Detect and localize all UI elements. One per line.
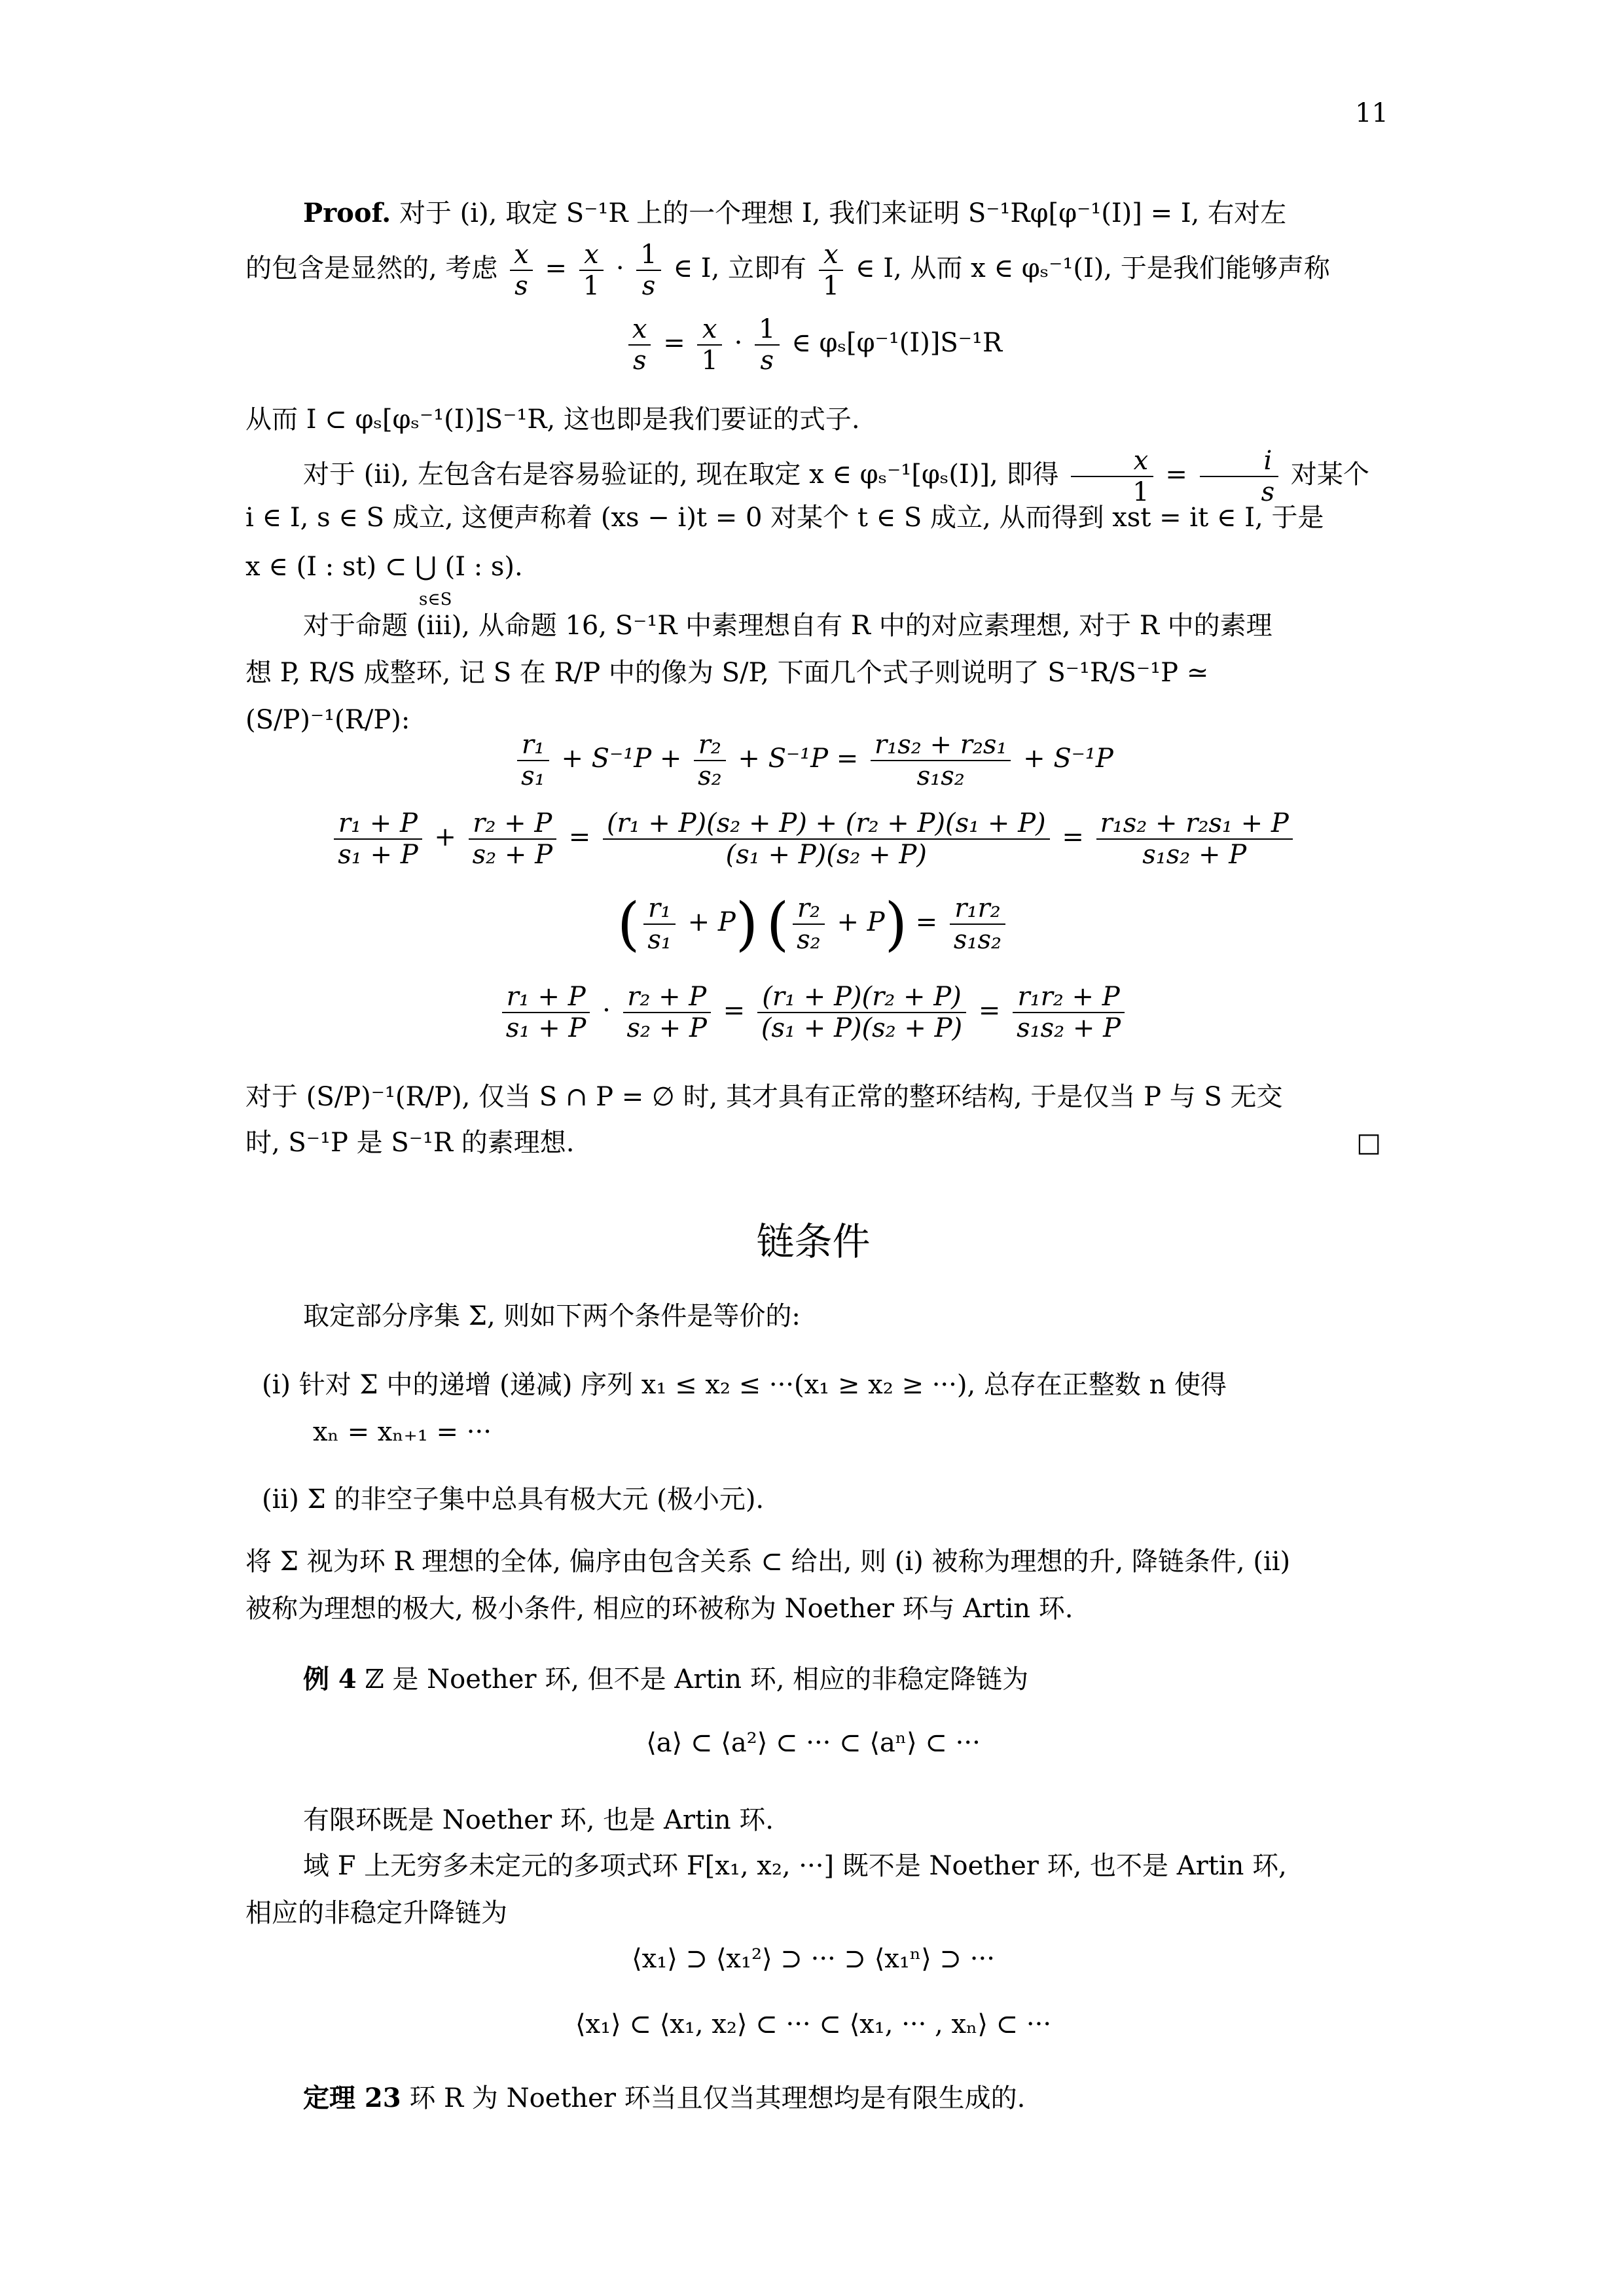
frac-i-over-s: $\frac{i}{s}$ xyxy=(1200,446,1279,507)
proof-p1-end: 从而 I ⊂ φₛ[φₛ⁻¹(I)]S⁻¹R, 这也即是我们要证的式子. xyxy=(245,404,860,435)
chain-item-1-line-1: (i) 针对 Σ 中的递增 (递减) 序列 x₁ ≤ x₂ ≤ ···(x₁ ≥ x₂ ≥ ···), 总存在正整数 n 使得 xyxy=(262,1370,1227,1400)
example-label: 例 4 xyxy=(303,1664,357,1695)
proof-p3-line-1: 对于命题 (iii), 从命题 16, S⁻¹R 中素理想自有 R 中的对应素理想, 对于 R 中的素理 xyxy=(303,611,1272,641)
proof-label: Proof. xyxy=(303,198,391,228)
proof-line-2-a: 的包含是显然的, 考虑 xyxy=(245,253,498,283)
chain-item-1-line-2: xₙ = xₙ₊₁ = ··· xyxy=(313,1417,492,1447)
proof-p4-line-1: 对于 (S/P)⁻¹(R/P), 仅当 S ∩ P = ∅ 时, 其才具有正常的整环结构, 于是仅当 P 与 S 无交 xyxy=(245,1082,1283,1112)
proof-p4-line-2: 时, S⁻¹P 是 S⁻¹R 的素理想. □ xyxy=(245,1119,1381,1166)
proof-line-2 xyxy=(245,232,1381,304)
equation-5: $\frac{\text{r₁ + P}}{\text{s₁ + P}}$ · $\frac{\text{r₂ + P}}{\text{s₂ + P}}$ = $\frac{\text{(r₁ + P)(r₂ + P)}}{\text{(s₁ + P)(s₂ + P)}}$ = $\frac{\text{r₁r₂ + P}}{\text{s₁s₂ + P}}$ xyxy=(245,982,1381,1043)
proof-p2-line-3: x ∈ (I : st) ⊂ ⋃ (I : s). xyxy=(245,552,523,582)
qed-box: □ xyxy=(1356,1128,1381,1158)
chain-def-line-1: 将 Σ 视为环 R 理想的全体, 偏序由包含关系 ⊂ 给出, 则 (i) 被称为理想的升, 降链条件, (ii) xyxy=(245,1547,1291,1577)
example-4: 例 4 ℤ 是 Noether 环, 但不是 Artin 环, 相应的非稳定降链为 xyxy=(303,1664,1029,1695)
frac-x-over-1-b: $\frac{x}{1}$ xyxy=(819,240,843,301)
section-title: 链条件 xyxy=(756,1219,871,1264)
proof-paragraph-1 xyxy=(245,190,1381,237)
union-subscript: s∈S xyxy=(419,590,452,609)
theorem-23: 定理 23 环 R 为 Noether 环当且仅当其理想均是有限生成的. xyxy=(303,2083,1026,2113)
example-eq-3: ⟨x₁⟩ ⊂ ⟨x₁, x₂⟩ ⊂ ··· ⊂ ⟨x₁, ··· , xₙ⟩ ⊂ ··· xyxy=(575,2009,1052,2039)
chain-def-line-2: 被称为理想的极大, 极小条件, 相应的环被称为 Noether 环与 Artin 环. xyxy=(245,1594,1074,1624)
frac-1-over-s: $\frac{1}{s}$ xyxy=(636,240,660,301)
frac-x-over-1: $\frac{x}{1}$ xyxy=(579,240,604,301)
proof-paragraph-2: 对于 (ii), 左包含右是容易验证的, 现在取定 x ∈ φₛ⁻¹[φₛ(I)], 即得 $\frac{x}{1}$ = $\frac{i}{s}$ 对某个 xyxy=(303,446,1369,507)
equals: = xyxy=(545,253,567,283)
dot: · xyxy=(615,253,624,283)
proof-p3-line-2: 想 P, R/S 成整环, 记 S 在 R/P 中的像为 S/P, 下面几个式子则说明了 S⁻¹R/S⁻¹P ≃ xyxy=(245,658,1209,688)
chain-item-2: (ii) Σ 的非空子集中总具有极大元 (极小元). xyxy=(262,1484,765,1515)
equation-1: $\frac{x}{s}$ = $\frac{x}{1}$ · $\frac{1}{s}$ ∈ φₛ[φ⁻¹(I)]S⁻¹R xyxy=(245,314,1381,376)
frac-x-over-s: $\frac{x}{s}$ xyxy=(510,240,533,301)
proof-p3-line-3: (S/P)⁻¹(R/P): xyxy=(245,705,410,735)
example-finite: 有限环既是 Noether 环, 也是 Artin 环. xyxy=(303,1805,774,1835)
proof-line-2-b: ∈ I, 立即有 xyxy=(673,253,807,283)
frac-x-over-1-c: $\frac{x}{1}$ xyxy=(1071,446,1153,507)
proof-p2-line-2: i ∈ I, s ∈ S 成立, 这便声称着 (xs − i)t = 0 对某个 t ∈ S 成立, 从而得到 xst = it ∈ I, 于是 xyxy=(245,503,1324,533)
example-poly-line-1: 域 F 上无穷多未定元的多项式环 F[x₁, x₂, ···] 既不是 Noether 环, 也不是 Artin 环, xyxy=(303,1851,1287,1881)
example-poly-line-2: 相应的非稳定升降链为 xyxy=(245,1898,507,1928)
chain-intro: 取定部分序集 Σ, 则如下两个条件是等价的: xyxy=(303,1301,801,1331)
theorem-label: 定理 23 xyxy=(303,2083,401,2113)
example-eq-1: ⟨a⟩ ⊂ ⟨a²⟩ ⊂ ··· ⊂ ⟨aⁿ⟩ ⊂ ··· xyxy=(646,1728,981,1758)
proof-line-2-c: ∈ I, 从而 x ∈ φₛ⁻¹(I), 于是我们能够声称 xyxy=(855,253,1330,283)
equation-3: $\frac{\text{r₁ + P}}{\text{s₁ + P}}$ + $\frac{\text{r₂ + P}}{\text{s₂ + P}}$ = $\frac{\text{(r₁ + P)(s₂ + P) + (r₂ + P)(s₁ + P)}}{\text{(s₁ + P)(s₂ + P)}}$ = $\frac{\text{r₁s₂ + r₂s₁ + P}}{\text{s₁s₂ + P}}$ xyxy=(245,808,1381,870)
example-eq-2: ⟨x₁⟩ ⊃ ⟨x₁²⟩ ⊃ ··· ⊃ ⟨x₁ⁿ⟩ ⊃ ··· xyxy=(632,1944,995,1974)
proof-line-1: 对于 (i), 取定 S⁻¹R 上的一个理想 I, 我们来证明 S⁻¹Rφ[φ⁻¹(I)] = I, 右对左 xyxy=(399,198,1287,228)
equation-4: ( $\frac{\text{r₁}}{\text{s₁}}$ + P) ( $\frac{\text{r₂}}{\text{s₂}}$ + P) = $\frac{\text{r₁r₂}}{\text{s₁s₂}}$ xyxy=(245,893,1381,955)
equation-2: $\frac{\text{r₁}}{\text{s₁}}$ + S⁻¹P + $\frac{\text{r₂}}{\text{s₂}}$ + S⁻¹P = $\frac{\text{r₁s₂ + r₂s₁}}{\text{s₁s₂}}$ + S⁻¹P xyxy=(245,730,1381,791)
page-number: 11 xyxy=(1355,98,1388,128)
